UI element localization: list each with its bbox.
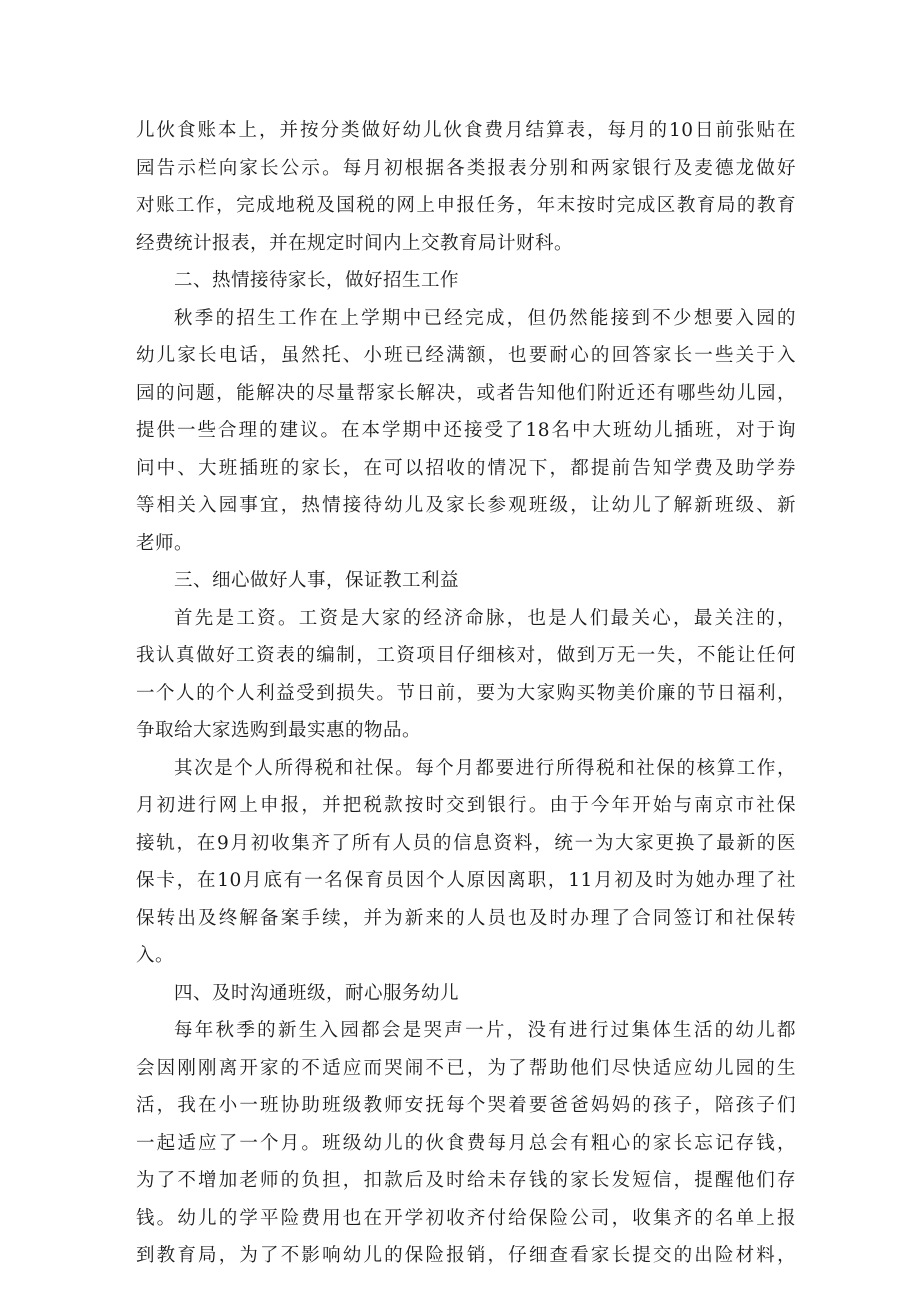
text-line: 我认真做好工资表的编制，工资项目仔细核对，做到万无一失，不能让任何: [136, 645, 796, 666]
text-line: 等相关入园事宜，热情接待幼儿及家长参观班级，让幼儿了解新班级、新: [136, 495, 796, 516]
text-line: 儿伙食账本上，并按分类做好幼儿伙食费月结算表，每月的10日前张贴在: [136, 120, 796, 141]
text-line: 秋季的招生工作在上学期中已经完成，但仍然能接到不少想要入园的: [174, 307, 796, 329]
text-line: 一个人的个人利益受到损失。节日前，要为大家购买物美价廉的节日福利，: [136, 682, 796, 704]
text-line: 对账工作，完成地税及国税的网上申报任务，年末按时完成区教育局的教育: [136, 195, 796, 216]
text-line: 争取给大家选购到最实惠的物品。: [136, 720, 422, 741]
text-line: 园的问题，能解决的尽量帮家长解决，或者告知他们附近还有哪些幼儿园，: [136, 382, 796, 404]
text-line: 其次是个人所得税和社保。每个月都要进行所得税和社保的核算工作，: [174, 757, 796, 779]
text-line: 活，我在小一班协助班级教师安抚每个哭着要爸爸妈妈的孩子，陪孩子们: [136, 1095, 796, 1116]
text-line: 问中、大班插班的家长，在可以招收的情况下，都提前告知学费及助学券: [136, 457, 796, 479]
section-heading-3: 三、细心做好人事，保证教工利益: [174, 570, 460, 591]
text-line: 保卡，在10月底有一名保育员因个人原因离职，11月初及时为她办理了社: [136, 870, 796, 891]
text-line: 幼儿家长电话，虽然托、小班已经满额，也要耐心的回答家长一些关于入: [136, 345, 796, 366]
text-line: 园告示栏向家长公示。每月初根据各类报表分别和两家银行及麦德龙做好: [136, 157, 796, 179]
text-line: 月初进行网上申报，并把税款按时交到银行。由于今年开始与南京市社保: [136, 795, 796, 816]
text-line: 老师。: [136, 532, 194, 554]
text-line: 首先是工资。工资是大家的经济命脉，也是人们最关心，最关注的，: [174, 607, 796, 629]
text-line: 到教育局，为了不影响幼儿的保险报销，仔细查看家长提交的出险材料，: [136, 1245, 796, 1266]
text-line: 每年秋季的新生入园都会是哭声一片，没有进行过集体生活的幼儿都: [174, 1020, 796, 1041]
text-line: 为了不增加老师的负担，扣款后及时给未存钱的家长发短信，提醒他们存: [136, 1170, 796, 1191]
text-line: 钱。幼儿的学平险费用也在开学初收齐付给保险公司，收集齐的名单上报: [136, 1207, 796, 1229]
text-line: 接轨，在9月初收集齐了所有人员的信息资料，统一为大家更换了最新的医: [136, 832, 796, 854]
text-line: 保转出及终解备案手续，并为新来的人员也及时办理了合同签订和社保转: [136, 907, 796, 929]
text-line: 入。: [136, 945, 175, 966]
text-line: 会因刚刚离开家的不适应而哭闹不已，为了帮助他们尽快适应幼儿园的生: [136, 1057, 796, 1079]
document-body: [136, 112, 796, 1275]
text-line: 一起适应了一个月。班级幼儿的伙食费每月总会有粗心的家长忘记存钱，: [136, 1132, 796, 1154]
text-line: 经费统计报表，并在规定时间内上交教育局计财科。: [136, 232, 574, 254]
section-heading-4: 四、及时沟通班级，耐心服务幼儿: [174, 982, 460, 1004]
section-heading-2: 二、热情接待家长，做好招生工作: [174, 270, 460, 291]
text-line: 提供一些合理的建议。在本学期中还接受了18名中大班幼儿插班，对于询: [136, 420, 796, 441]
